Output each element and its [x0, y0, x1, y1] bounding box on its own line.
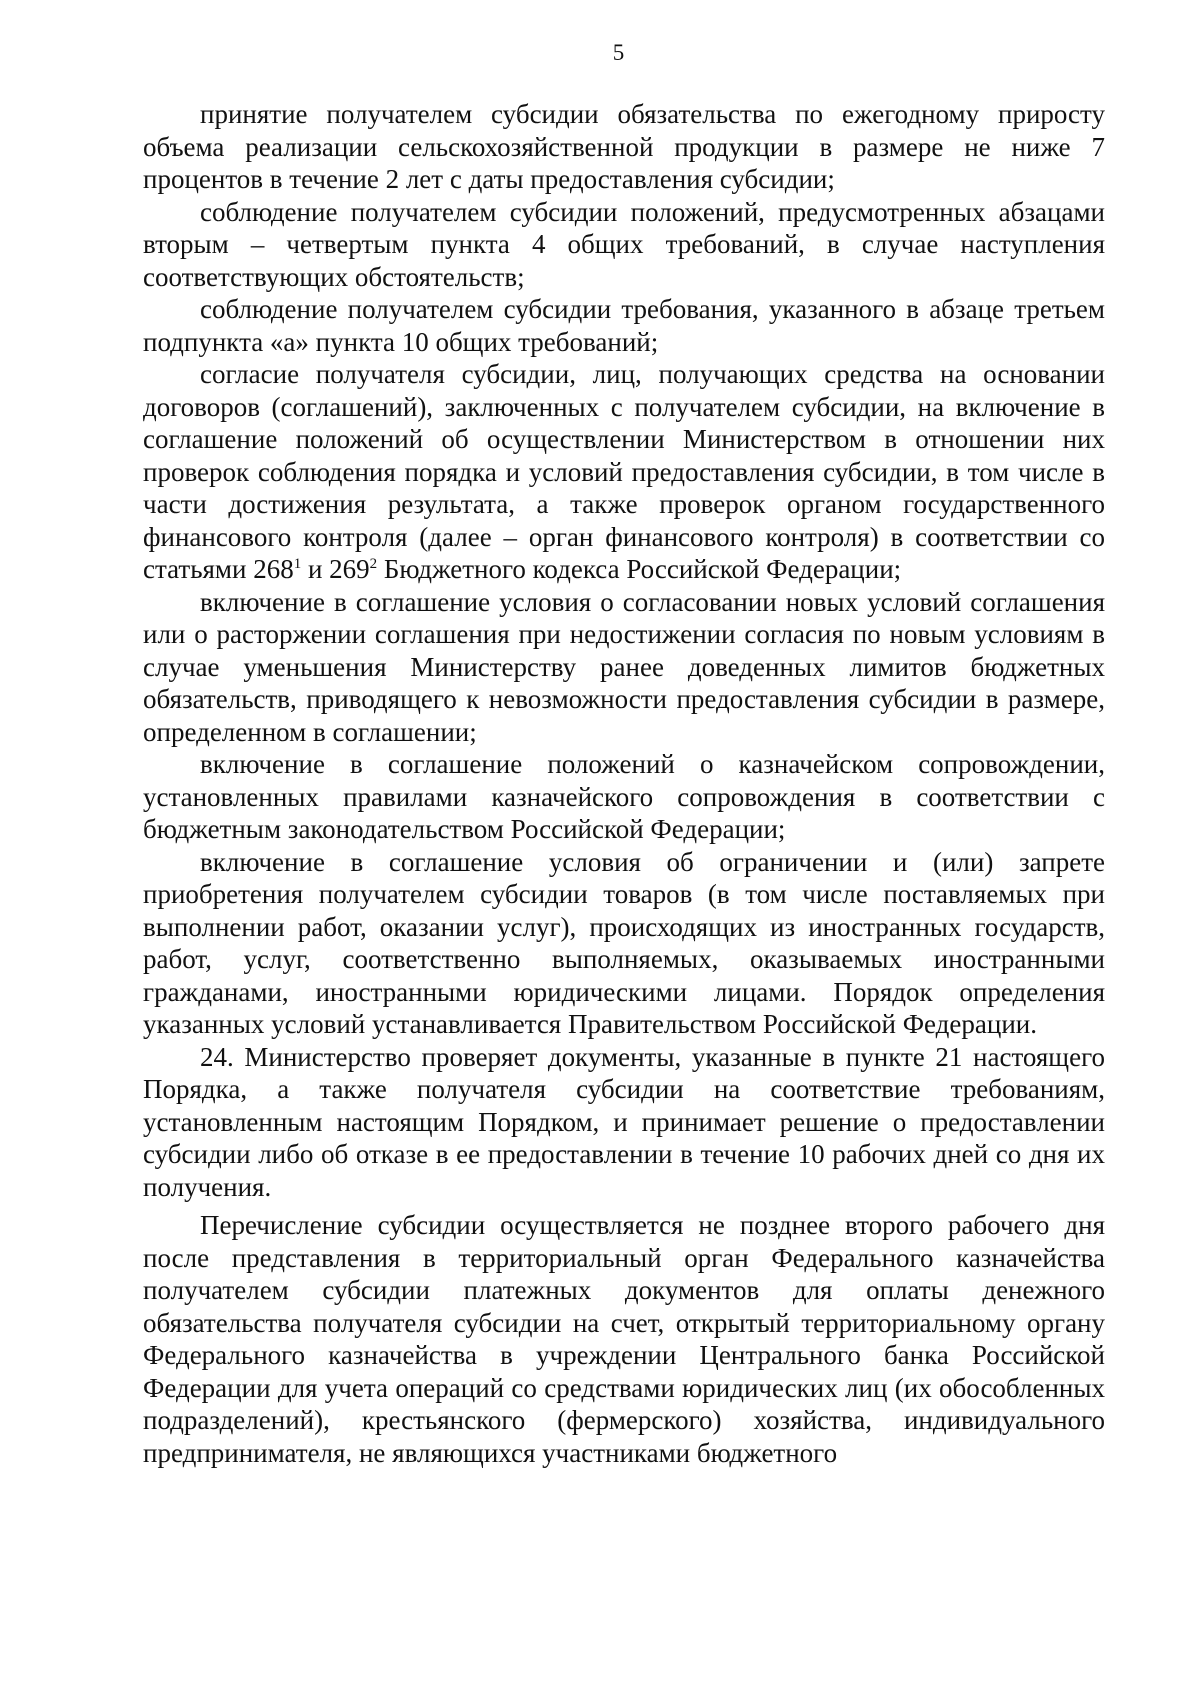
paragraph-consent-inspections	[143, 358, 1105, 586]
paragraph-obligation-growth: принятие получателем субсидии обязательства по ежегодному приросту объема реализации сельскохозяйственной продукции в размере не ниже 7 процентов в течение 2 лет с даты предоставления субсидии;	[143, 99, 1105, 194]
consent-text-part-2: и 269	[301, 554, 370, 584]
paragraph-transfer: Перечисление субсидии осуществляется не позднее второго рабочего дня после представления в территориальный орган Федерального казначейства получателем субсидии платежных документов для оплаты денежного обязательства получателя субсидии на счет, открытый территориальному органу Федерального казначейства в учреждении Центрального банка Российской Федерации для учета операций со средствами юридических лиц (их обособленных подразделений), крестьянского (фермерского) хозяйства, индивидуального предпринимателя, не являющихся участниками бюджетного	[143, 1210, 1105, 1468]
article-superscript-1: 1	[293, 556, 302, 572]
paragraph-treasury-support: включение в соглашение положений о казначейском сопровождении, установленных правилами казначейского сопровождения в соответствии с бюджетным законодательством Российской Федерации;	[143, 749, 1105, 844]
document-body	[143, 98, 1105, 1469]
paragraph-new-conditions: включение в соглашение условия о согласовании новых условий соглашения или о расторжении соглашения при недостижении согласия по новым условиям в случае уменьшения Министерству ранее доведенных лимитов бюджетных обязательств, приводящего к невозможности предоставления субсидии в размере, определенном в соглашении;	[143, 586, 1105, 747]
paragraph-item-24: 24. Министерство проверяет документы, указанные в пункте 21 настоящего Порядка, а также получателя субсидии на соответствие требованиям, установленным настоящим Порядком, и принимает решение о предоставлении субсидии либо об отказе в ее предоставлении в течение 10 рабочих дней со дня их получения.	[143, 1041, 1105, 1202]
page-number: 5	[612, 40, 625, 65]
paragraph-compliance-requirement: соблюдение получателем субсидии требования, указанного в абзаце третьем подпункта «а» пункта 10 общих требований;	[143, 294, 1105, 357]
paragraph-foreign-restrictions: включение в соглашение условия об ограничении и (или) запрете приобретения получателем субсидии товаров (в том числе поставляемых при выполнении работ, оказании услуг), происходящих из иностранных государств, работ, услуг, соответственно выполняемых, оказываемых иностранными гражданами, иностранными юридическими лицами. Порядок определения указанных условий устанавливается Правительством Российской Федерации.	[143, 846, 1105, 1039]
paragraph-compliance-provisions: соблюдение получателем субсидии положений, предусмотренных абзацами вторым – четвертым пункта 4 общих требований, в случае наступления соответствующих обстоятельств;	[143, 196, 1105, 292]
consent-text-part-1: согласие получателя субсидии, лиц, получающих средства на основании договоров (соглашений), заключенных с получателем субсидии, на включение в соглашение положений об осуществлении Министерством в отношении них проверок соблюдения порядка и условий предоставления субсидии, в том числе в части достижения результата, а также проверок органом государственного финансового контроля (далее – орган финансового контроля) в соответствии со статьями 268	[143, 359, 1105, 584]
consent-text-part-3: Бюджетного кодекса Российской Федерации;	[377, 554, 902, 584]
article-superscript-2: 2	[369, 556, 378, 572]
